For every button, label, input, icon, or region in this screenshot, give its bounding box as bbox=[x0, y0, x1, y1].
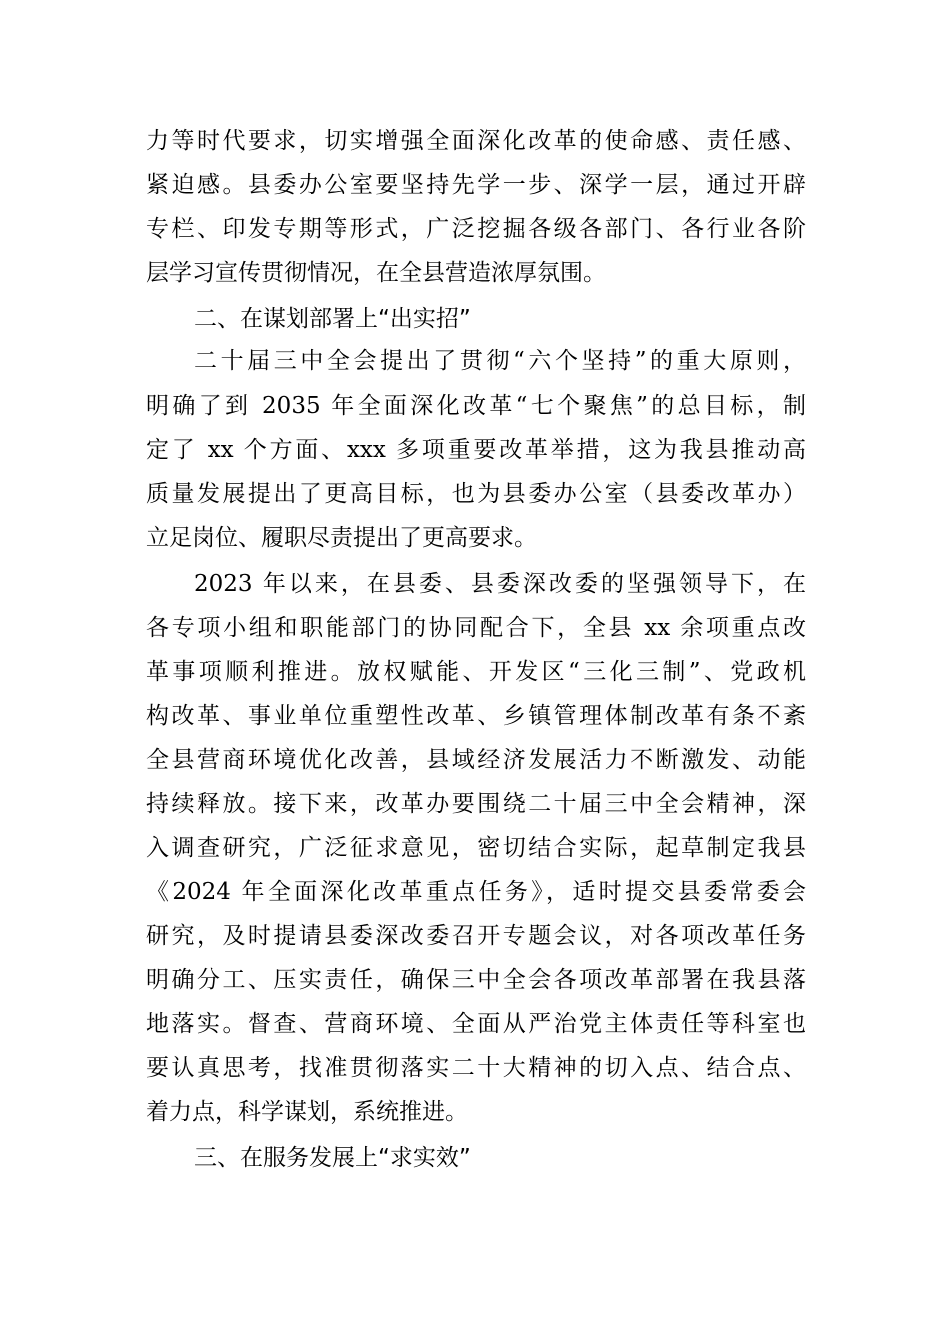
paragraph-1-line-3: 专栏、印发专期等形式，广泛挖掘各级各部门、各行业各阶 bbox=[146, 216, 806, 242]
paragraph-3-line-7: 入调查研究，广泛征求意见，密切结合实际，起草制定我县 bbox=[146, 835, 806, 861]
section-heading-2: 二、在谋划部署上“出实招” bbox=[194, 306, 471, 332]
paragraph-3-line-2: 各专项小组和职能部门的协同配合下，全县 xx 余项重点改 bbox=[146, 615, 806, 641]
paragraph-2-line-4: 质量发展提出了更高目标，也为县委办公室（县委改革办） bbox=[146, 481, 806, 507]
paragraph-2-line-2: 明确了到 2035 年全面深化改革“七个聚焦”的总目标，制 bbox=[146, 393, 806, 419]
paragraph-3-line-8: 《2024 年全面深化改革重点任务》，适时提交县委常委会 bbox=[146, 879, 806, 905]
paragraph-3-line-10: 明确分工、压实责任，确保三中全会各项改革部署在我县落 bbox=[146, 967, 806, 993]
paragraph-1-line-1: 力等时代要求，切实增强全面深化改革的使命感、责任感、 bbox=[146, 128, 806, 154]
paragraph-1-line-4: 层学习宣传贯彻情况，在全县营造浓厚氛围。 bbox=[146, 260, 606, 286]
paragraph-2-line-1: 二十届三中全会提出了贯彻“六个坚持”的重大原则， bbox=[194, 348, 806, 374]
paragraph-3-line-6: 持续释放。接下来，改革办要围绕二十届三中全会精神，深 bbox=[146, 791, 806, 817]
paragraph-3-line-5: 全县营商环境优化改善，县域经济发展活力不断激发、动能 bbox=[146, 747, 806, 773]
paragraph-3-line-12: 要认真思考，找准贯彻落实二十大精神的切入点、结合点、 bbox=[146, 1055, 806, 1081]
paragraph-3-line-3: 革事项顺利推进。放权赋能、开发区“三化三制”、党政机 bbox=[146, 659, 806, 685]
section-heading-3: 三、在服务发展上“求实效” bbox=[194, 1145, 471, 1171]
paragraph-2-line-3: 定了 xx 个方面、xxx 多项重要改革举措，这为我县推动高 bbox=[146, 437, 806, 463]
paragraph-3-line-4: 构改革、事业单位重塑性改革、乡镇管理体制改革有条不紊 bbox=[146, 703, 806, 729]
paragraph-3-line-1: 2023 年以来，在县委、县委深改委的坚强领导下，在 bbox=[194, 571, 806, 597]
paragraph-3-line-9: 研究，及时提请县委深改委召开专题会议，对各项改革任务 bbox=[146, 923, 806, 949]
paragraph-3-line-13: 着力点，科学谋划，系统推进。 bbox=[146, 1099, 468, 1125]
paragraph-2-line-5: 立足岗位、履职尽责提出了更高要求。 bbox=[146, 525, 537, 551]
paragraph-1-line-2: 紧迫感。县委办公室要坚持先学一步、深学一层，通过开辟 bbox=[146, 172, 806, 198]
paragraph-3-line-11: 地落实。督查、营商环境、全面从严治党主体责任等科室也 bbox=[146, 1011, 806, 1037]
